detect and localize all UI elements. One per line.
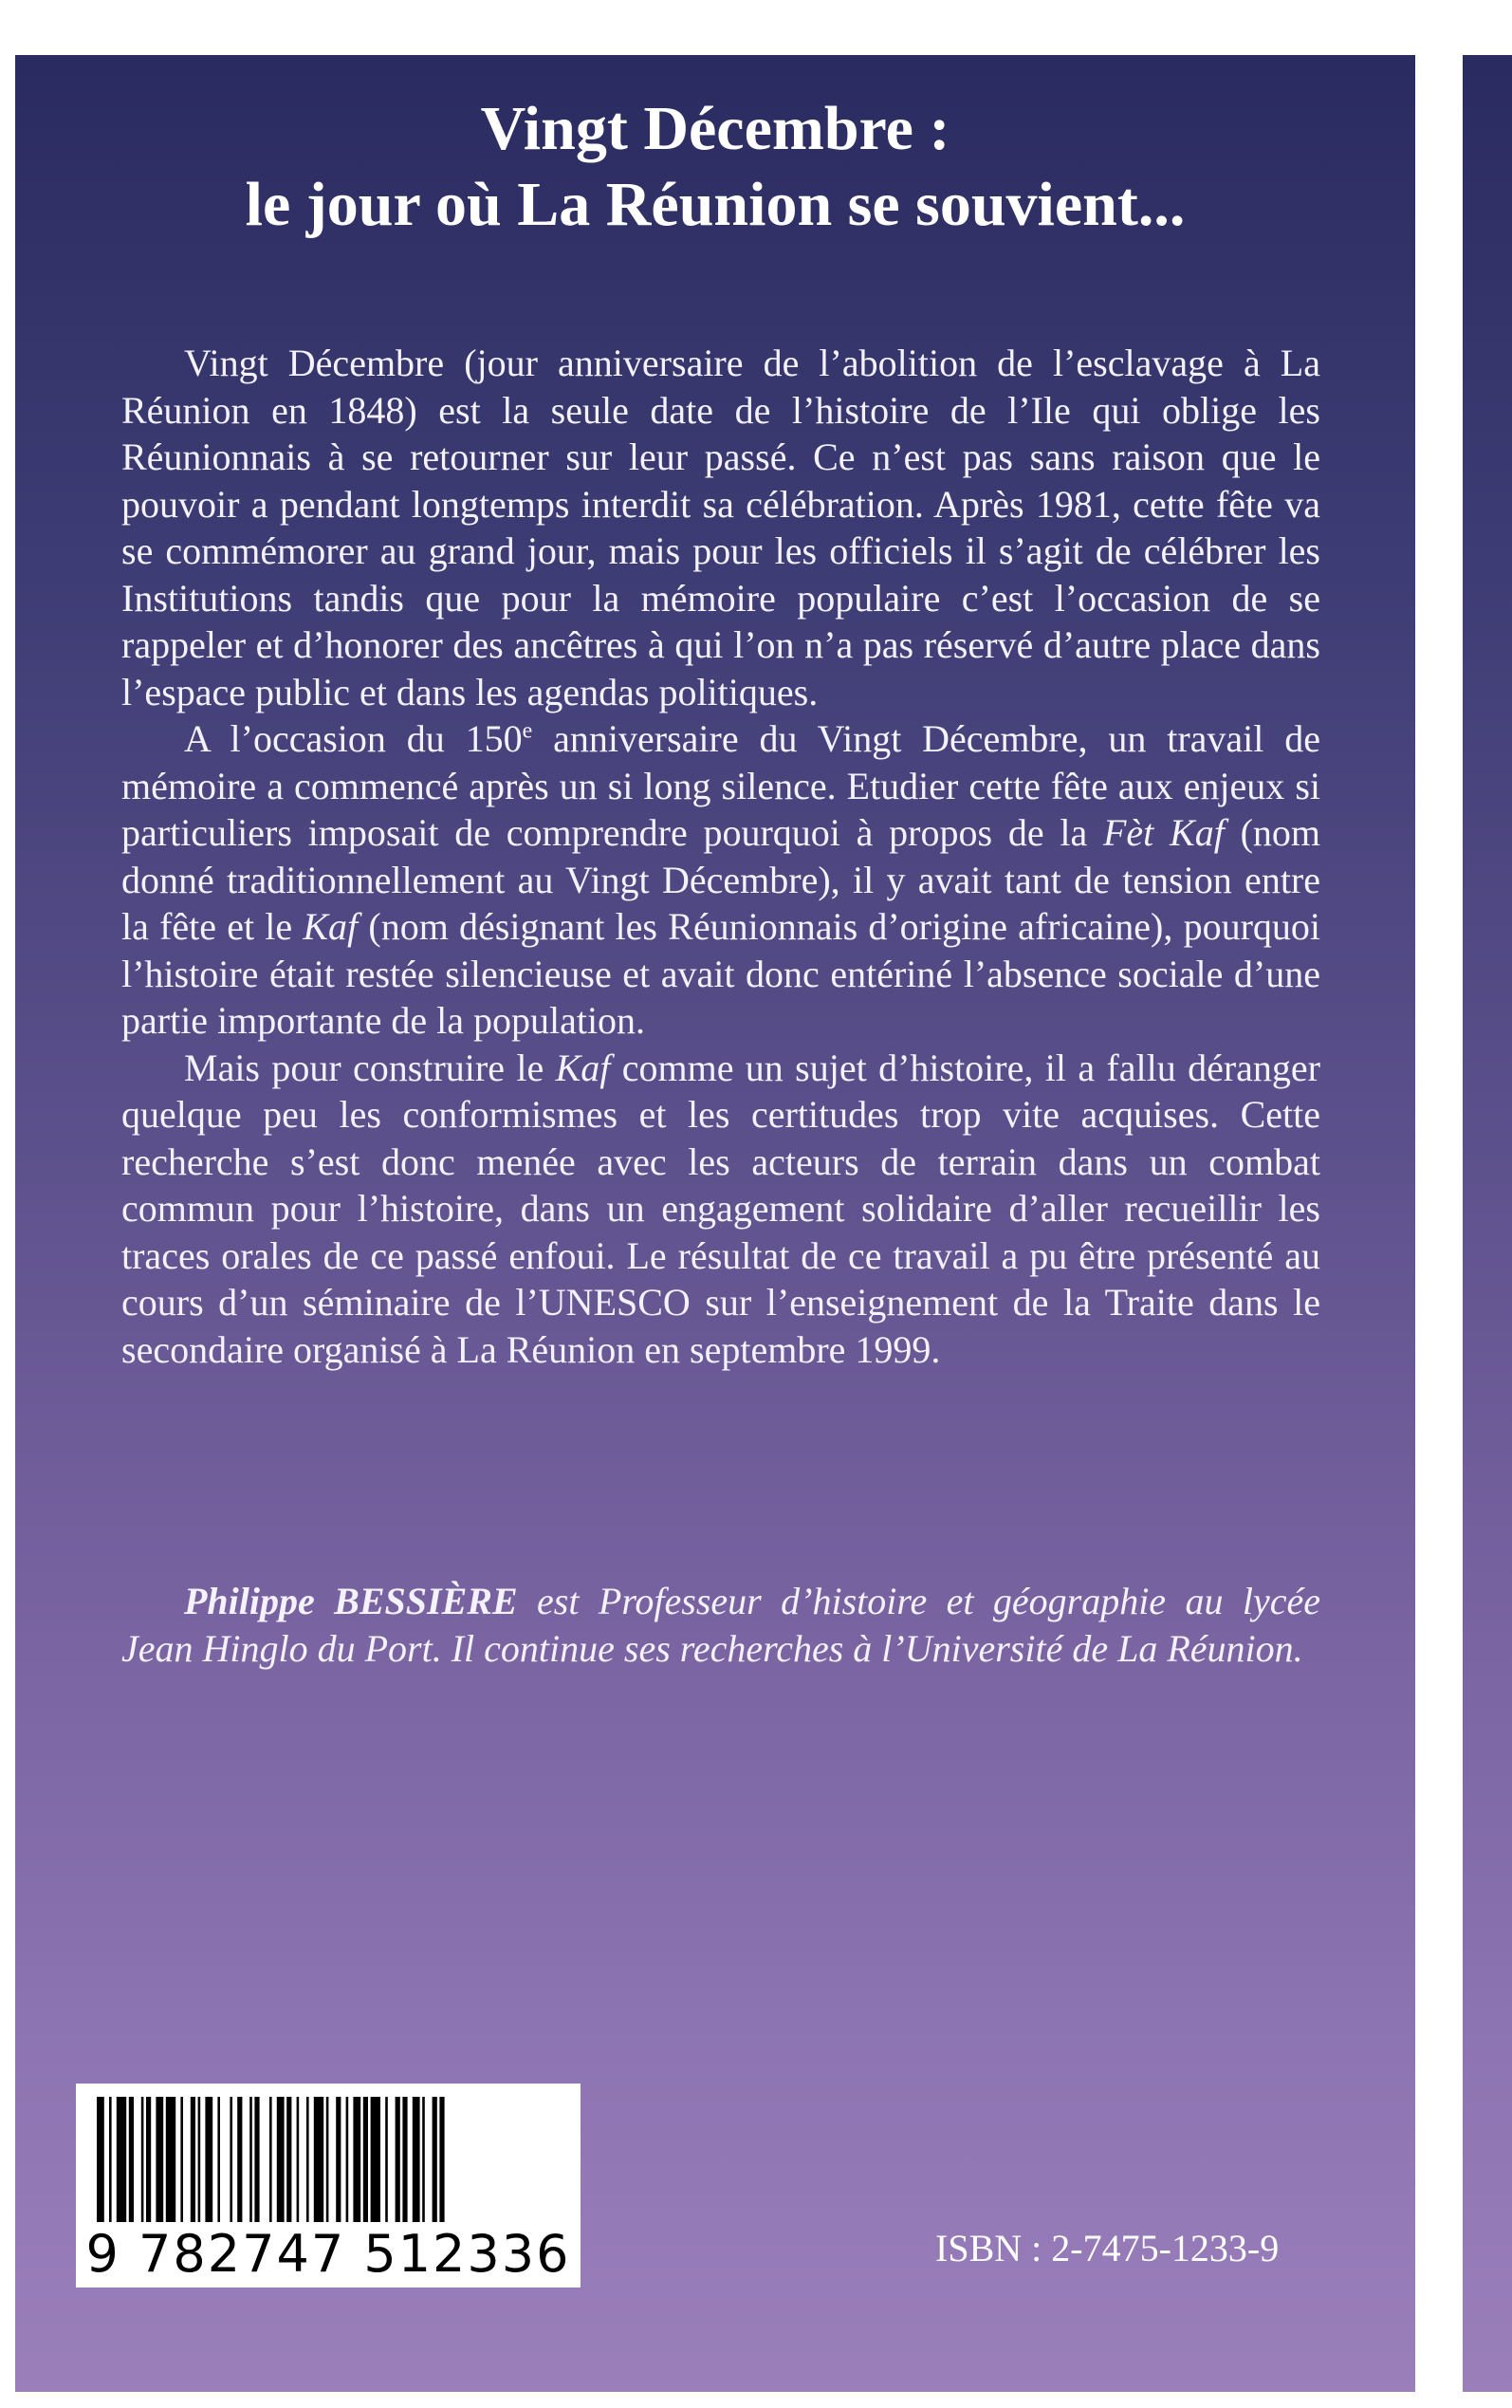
barcode-bar [314, 2097, 323, 2222]
barcode-bar [396, 2097, 400, 2222]
barcode-bar [433, 2097, 437, 2222]
barcode-bar [286, 2097, 291, 2222]
author-bio [121, 1578, 1320, 1672]
text-span: Mais pour construire le [184, 1046, 556, 1089]
author-name: Philippe BESSIÈRE [184, 1580, 518, 1622]
barcode-bar [166, 2097, 175, 2222]
barcode-bar [156, 2097, 163, 2222]
cover-title-line-2: le jour où La Réunion se souvient... [245, 170, 1186, 239]
barcode-bar [346, 2097, 349, 2222]
barcode-bar [422, 2097, 425, 2222]
blurb-paragraph-3 [121, 1045, 1320, 1374]
barcode-bar [97, 2097, 104, 2222]
spine-edge [1463, 55, 1512, 2392]
barcode-bar [385, 2097, 388, 2222]
barcode-bar [109, 2097, 112, 2222]
italic-term: Kaf [303, 905, 359, 948]
barcode-bar [205, 2097, 212, 2222]
barcode [76, 2084, 581, 2288]
barcode-bar [277, 2097, 285, 2222]
barcode-bar [198, 2097, 201, 2222]
text-span: A l’occasion du 150 [184, 717, 523, 760]
barcode-number: 9 782747 512336 [85, 2224, 571, 2284]
barcode-bar [129, 2097, 134, 2222]
barcode-bar [336, 2097, 341, 2222]
barcode-bar [217, 2097, 220, 2222]
barcode-bar [402, 2097, 407, 2222]
barcode-bar [237, 2097, 242, 2222]
text-span: anniversaire du Vingt Décembre, un travail de mémoire a commencé après un si long silence. Etudier cette fête aux enjeux si particuliers imposait de comprendre pourquoi à propos de la [121, 717, 1320, 854]
ordinal-superscript: e [522, 718, 533, 744]
barcode-bar [297, 2097, 300, 2222]
barcode-bar [439, 2097, 444, 2222]
text-span: comme un sujet d’histoire, il a fallu déranger quelque peu les conformismes et les certitudes trop vite acquises. Cette recherche s’est donc menée avec les acteurs de terrain dans un combat commun pour l’histoire, dans un engagement solidaire d’aller recueillir les traces orales de ce passé enfoui. Le résultat de ce travail a pu être présenté au cours d’un séminaire de l’UNESCO sur l’enseignement de la Traite dans le secondaire organisé à La Réunion en septembre 1999. [121, 1046, 1320, 1371]
barcode-bar [269, 2097, 272, 2222]
text-span: (nom désignant les Réunionnais d’origine africaine), pourquoi l’histoire était restée silencieuse et avait donc entériné l’absence sociale d’une partie importante de la population. [121, 905, 1321, 1042]
barcode-bar [230, 2097, 232, 2222]
blurb-paragraph-2 [121, 715, 1320, 1045]
barcode-bar [306, 2097, 309, 2222]
text-span: (nom donné traditionnellement au Vingt Décembre), il y avait tant de tension entre la fête et le [121, 811, 1321, 948]
barcode-bar [146, 2097, 151, 2222]
back-cover [15, 55, 1415, 2392]
barcode-bar [363, 2097, 368, 2222]
barcode-bar [191, 2097, 195, 2222]
barcode-bar [371, 2097, 380, 2222]
italic-term: Kaf [555, 1046, 611, 1089]
author-bio-text: est Professeur d’histoire et géographie au lycée Jean Hinglo du Port. Il continue ses recherches à l’Université de La Réunion. [121, 1580, 1320, 1670]
barcode-bar [180, 2097, 183, 2222]
barcode-bar [117, 2097, 126, 2222]
barcode-bars-icon [91, 2097, 565, 2230]
barcode-bar [326, 2097, 329, 2222]
barcode-bar [249, 2097, 252, 2222]
blurb-paragraph-1: Vingt Décembre (jour anniversaire de l’abolition de l’esclavage à La Réunion en 1848) est la seule date de l’histoire de l’Ile qui oblige les Réunionnais à se retourner sur leur passé. Ce n’est pas sans raison que le pouvoir a pendant longtemps interdit sa célébration. Après 1981, cette fête va se commémorer au grand jour, mais pour les officiels il s’agit de célébrer les Institutions tandis que pour la mémoire populaire c’est l’occasion de se rappeler et d’honorer des ancêtres à qui l’on n’a pas réservé d’autre place dans l’espace public et dans les agendas politiques. [121, 342, 1320, 713]
italic-term: Fèt Kaf [1102, 811, 1225, 854]
barcode-bar [413, 2097, 420, 2222]
isbn: ISBN : 2-7475-1233-9 [935, 2227, 1280, 2269]
blurb-text [121, 340, 1320, 1373]
barcode-bar [353, 2097, 360, 2222]
barcode-bar [254, 2097, 259, 2222]
cover-title-line-1: Vingt Décembre : [480, 94, 950, 163]
barcode-bar [141, 2097, 144, 2222]
